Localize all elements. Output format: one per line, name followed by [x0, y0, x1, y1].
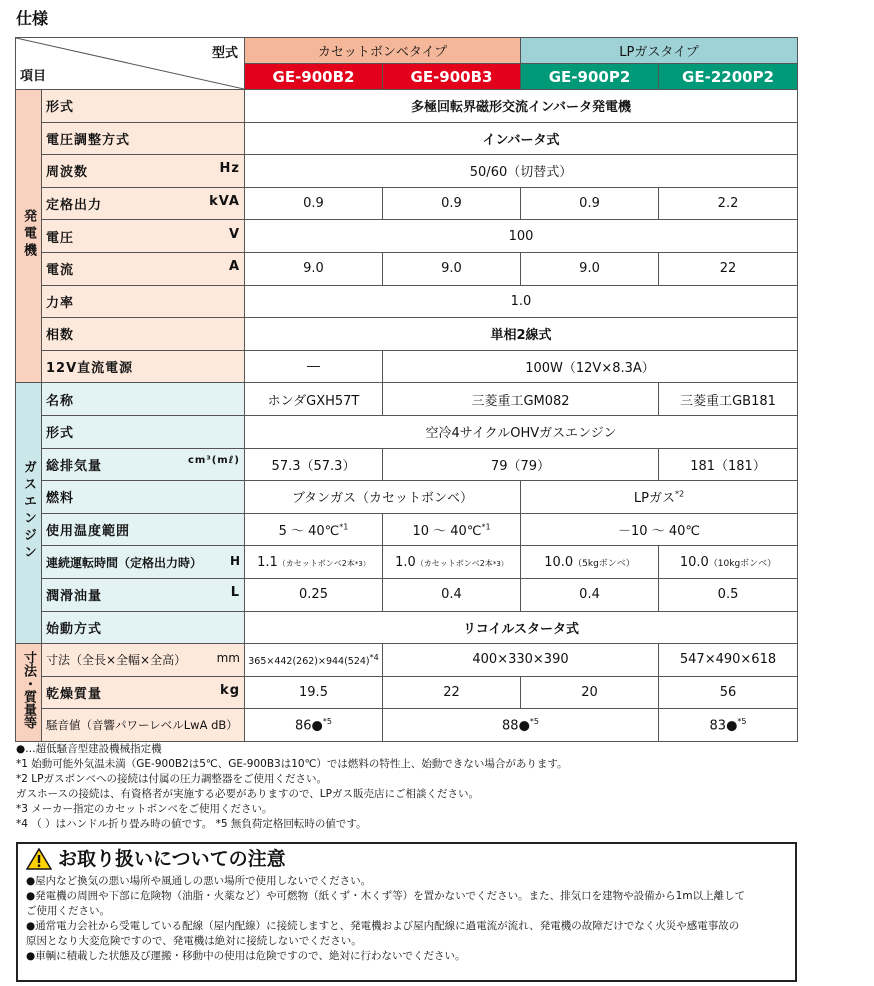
- value-rated-output: 0.9: [383, 187, 521, 220]
- label-runtime: 連続運転時間（定格出力時） H: [42, 546, 245, 579]
- label-rated-output: 定格出力 kVA: [42, 187, 245, 220]
- value-temp-b3: 10 ～ 40℃$^{*1}$: [383, 513, 521, 546]
- group-cassette: カセットボンベタイプ: [245, 38, 521, 64]
- value-dc-b2: ―: [245, 350, 383, 383]
- value-engine-name-b2: ホンダGXH57T: [245, 383, 383, 416]
- label-temp-range: 使用温度範囲: [42, 513, 245, 546]
- caution-item: ●屋内など換気の悪い場所や風通しの悪い場所で使用しないでください。: [26, 875, 372, 887]
- footnote: ●…超低騒音型建設機械指定機: [16, 743, 162, 755]
- value-engine-name-mid: 三菱重工GM082: [383, 383, 659, 416]
- value-displacement-b2: 57.3（57.3）: [245, 448, 383, 481]
- value-current: 9.0: [521, 252, 659, 285]
- value-current: 22: [659, 252, 798, 285]
- footnote: *3 メーカー指定のカセットボンベをご使用ください。: [16, 803, 273, 815]
- label-current: 電流 A: [42, 252, 245, 285]
- value-engine-name-2200: 三菱重工GB181: [659, 383, 798, 416]
- label-power-factor: 力率: [42, 285, 245, 318]
- label-engine-type: 形式: [42, 415, 245, 448]
- caution-title: お取り扱いについての注意: [26, 848, 787, 870]
- value-fuel-cassette: ブタンガス（カセットボンベ）: [245, 481, 521, 514]
- value-rated-output: 2.2: [659, 187, 798, 220]
- model-ge-2200p2: GE-2200P2: [659, 64, 798, 90]
- value-size-mid: 400×330×390: [383, 644, 659, 677]
- value-frequency: 50/60（切替式）: [245, 155, 798, 188]
- caution-item: ●車輌に積載した状態及び運搬・移動中の使用は危険ですので、絶対に行わないでください。: [26, 950, 466, 962]
- value-displacement-2200: 181（181）: [659, 448, 798, 481]
- value-dc-rest: 100W（12V×8.3A）: [383, 350, 798, 383]
- warning-icon: [26, 848, 52, 870]
- value-voltage-reg: インバータ式: [245, 122, 798, 155]
- value-runtime: 10.0（5kgボンベ）: [521, 546, 659, 579]
- value-runtime: 1.0（カセットボンベ2本*3）: [383, 546, 521, 579]
- value-runtime: 10.0（10kgボンベ）: [659, 546, 798, 579]
- category-engine: ガスエンジン: [16, 383, 42, 644]
- value-engine-type: 空冷4サイクルOHVガスエンジン: [245, 415, 798, 448]
- value-power-factor: 1.0: [245, 285, 798, 318]
- value-noise-mid: 88●$^{*5}$: [383, 709, 659, 742]
- value-rated-output: 0.9: [245, 187, 383, 220]
- value-noise-2200: 83●$^{*5}$: [659, 709, 798, 742]
- model-ge-900b3: GE-900B3: [383, 64, 521, 90]
- value-runtime: 1.1（カセットボンベ2本*3）: [245, 546, 383, 579]
- footnotes: [16, 742, 568, 832]
- value-current: 9.0: [383, 252, 521, 285]
- header-corner: [16, 38, 245, 90]
- label-voltage: 電圧 V: [42, 220, 245, 253]
- category-generator: 発電機: [16, 90, 42, 383]
- value-phase: 単相2線式: [245, 318, 798, 351]
- label-fuel: 燃料: [42, 481, 245, 514]
- caution-item: 原因となり大変危険ですので、発電機は絶対に接続しないでください。: [26, 935, 362, 947]
- label-voltage-reg: 電圧調整方式: [42, 122, 245, 155]
- model-ge-900p2: GE-900P2: [521, 64, 659, 90]
- value-gen-type: 多極回転界磁形交流インバータ発電機: [245, 90, 798, 123]
- footnote: *2 LPガスボンベへの接続は付属の圧力調整器をご使用ください。: [16, 773, 327, 785]
- value-oil: 0.25: [245, 578, 383, 611]
- value-starter: リコイルスタータ式: [245, 611, 798, 644]
- value-current: 9.0: [245, 252, 383, 285]
- page-title: 仕様: [16, 9, 49, 28]
- category-dimensions: 寸法・質量等: [16, 644, 42, 742]
- value-weight: 19.5: [245, 676, 383, 709]
- item-header-label: 項目: [20, 69, 47, 84]
- value-weight: 56: [659, 676, 798, 709]
- model-header-label: 型式: [211, 46, 238, 61]
- label-size: 寸法（全長×全幅×全高） mm: [42, 644, 245, 677]
- caution-item: ●発電機の周囲や下部に危険物（油脂・火薬など）や可燃物（紙くず・木くず等）を置かないでください。また、排気口を建物や設備から1m以上離して: [26, 890, 746, 902]
- label-oil: 潤滑油量 L: [42, 578, 245, 611]
- label-noise: 騒音値（音響パワーレベルLwA dB）: [42, 709, 245, 742]
- label-weight: 乾燥質量 kg: [42, 676, 245, 709]
- model-ge-900b2: GE-900B2: [245, 64, 383, 90]
- label-type: 形式: [42, 90, 245, 123]
- footnote: *4 （ ）はハンドル折り畳み時の値です。 *5 無負荷定格回転時の値です。: [16, 818, 367, 830]
- value-displacement-mid: 79（79）: [383, 448, 659, 481]
- label-frequency: 周波数 Hz: [42, 155, 245, 188]
- value-weight: 20: [521, 676, 659, 709]
- value-temp-b2: 5 ～ 40℃$^{*1}$: [245, 513, 383, 546]
- label-phase: 相数: [42, 318, 245, 351]
- value-oil: 0.4: [383, 578, 521, 611]
- value-oil: 0.4: [521, 578, 659, 611]
- caution-box: [16, 842, 797, 982]
- label-displacement: 総排気量 cm³(mℓ): [42, 448, 245, 481]
- label-starter: 始動方式: [42, 611, 245, 644]
- value-weight: 22: [383, 676, 521, 709]
- spec-table: [15, 37, 798, 742]
- value-oil: 0.5: [659, 578, 798, 611]
- label-engine-name: 名称: [42, 383, 245, 416]
- value-fuel-lp: LPガス$^{*2}$: [521, 481, 798, 514]
- diagonal-line: [16, 38, 244, 89]
- value-voltage: 100: [245, 220, 798, 253]
- footnote: *1 始動可能外気温未満（GE-900B2は5℃、GE-900B3は10℃）では燃料の特性上、始動できない場合があります。: [16, 758, 568, 770]
- value-temp-lp: －10 ～ 40℃: [521, 513, 798, 546]
- value-noise-b2: 86●$^{*5}$: [245, 709, 383, 742]
- value-rated-output: 0.9: [521, 187, 659, 220]
- value-size-2200: 547×490×618: [659, 644, 798, 677]
- group-lp: LPガスタイプ: [521, 38, 798, 64]
- caution-item: ●通常電力会社から受電している配線（屋内配線）に接続しますと、発電機および屋内配線に過電流が流れ、発電機の故障だけでなく火災や感電事故の: [26, 920, 740, 932]
- value-size-b2: $365\times 442(262)\times 944(524)^{*4}$: [245, 644, 383, 677]
- label-dc-power: 12V直流電源: [42, 350, 245, 383]
- footnote: ガスホースの接続は、有資格者が実施する必要がありますので、LPガス販売店にご相談ください。: [16, 788, 479, 800]
- caution-item: ご使用ください。: [26, 905, 110, 917]
